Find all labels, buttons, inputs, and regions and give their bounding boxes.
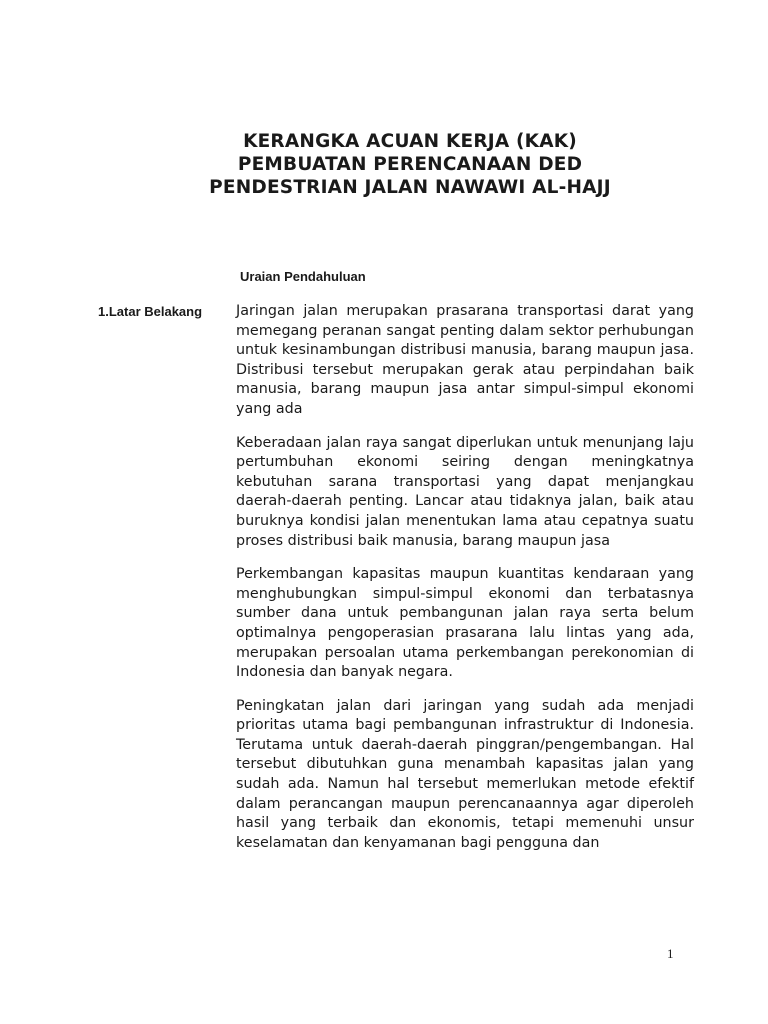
paragraph-3: Perkembangan kapasitas maupun kuantitas kendaraan yang menghubungkan simpul-simpul ekonomi dan terbatasnya sumber dana untuk pembangunan jalan raya serta belum optimalnya pengoperasian prasarana lalu lintas yang ada, merupakan persoalan utama perkembangan perekonomian di Indonesia dan banyak negara. — [236, 566, 694, 681]
title-line-1: KERANGKA ACUAN KERJA (KAK) — [243, 131, 577, 152]
side-label-latar-belakang: 1.Latar Belakang — [98, 304, 203, 319]
page-number: 1 — [667, 946, 674, 961]
body-text-column — [236, 302, 694, 867]
paragraph-1: Jaringan jalan merupakan prasarana transportasi darat yang memegang peranan sangat penting dalam sektor perhubungan untuk kesinambungan distribusi manusia, barang maupun jasa. Distribusi tersebut merupakan gerak atau perpindahan baik manusia, barang maupun jasa antar simpul-simpul ekonomi yang ada — [236, 303, 694, 417]
title-line-2: PEMBUATAN PERENCANAAN DED — [237, 154, 583, 175]
paragraph-2: Keberadaan jalan raya sangat diperlukan untuk menunjang laju pertumbuhan ekonomi seiring dengan meningkatnya kebutuhan sarana transportasi yang dapat menjangkau daerah-daerah penting. Lancar atau tidaknya jalan, baik atau buruknya kondisi jalan menentukan lama atau cepatnya suatu proses distribusi baik manusia, barang maupun jasa — [236, 434, 694, 549]
section-heading: Uraian Pendahuluan — [240, 269, 366, 284]
paragraph-4: Peningkatan jalan dari jaringan yang sudah ada menjadi prioritas utama bagi pembangunan infrastruktur di Indonesia. Terutama untuk daerah-daerah pinggran/pengembangan. Hal tersebut dibutuhkan guna menambah kapasitas jalan yang sudah ada. Namun hal tersebut memerlukan metode efektif dalam perancangan maupun perencanaannya agar diperoleh hasil yang terbaik dan ekonomis, tetapi memenuhi unsur keselamatan dan kenyamanan bagi pengguna dan — [236, 697, 694, 851]
title-line-3: PENDESTRIAN JALAN NAWAWI AL-HAJJ — [209, 177, 611, 198]
document-title — [0, 130, 768, 199]
